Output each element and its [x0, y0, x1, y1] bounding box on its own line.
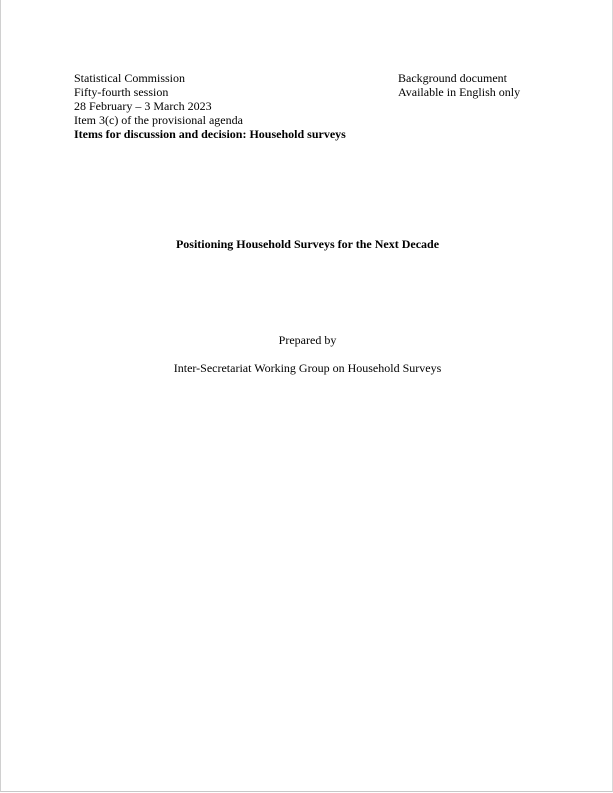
document-title: Positioning Household Surveys for the Next Decade [175, 237, 440, 251]
commission-name: Statistical Commission [74, 71, 186, 85]
language-note: Available in English only [398, 85, 521, 99]
document-type: Background document [398, 71, 507, 85]
session-name: Fifty-fourth session [74, 85, 169, 99]
prepared-by-author: Inter-Secretariat Working Group on Household Surveys [173, 361, 442, 375]
agenda-item: Item 3(c) of the provisional agenda [74, 113, 243, 127]
header-left-block [74, 71, 346, 141]
header-right-block [398, 71, 520, 99]
prepared-label: Prepared by [278, 333, 337, 347]
session-dates: 28 February – 3 March 2023 [74, 99, 212, 113]
agenda-topic: Items for discussion and decision: Household surveys [74, 127, 346, 141]
